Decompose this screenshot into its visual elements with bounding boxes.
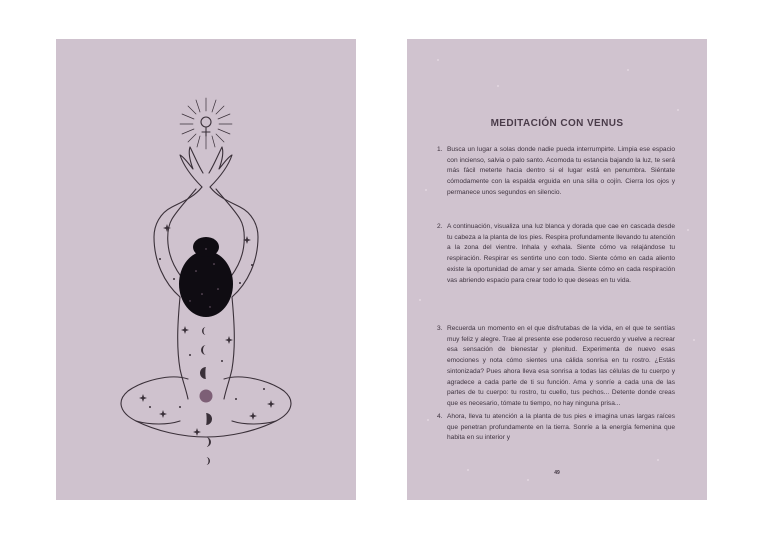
list-item bbox=[437, 222, 675, 286]
right-page bbox=[407, 39, 707, 500]
list-item-number: 4. bbox=[437, 413, 443, 420]
list-item bbox=[437, 145, 675, 199]
right-hand bbox=[209, 147, 232, 187]
torso-right bbox=[224, 297, 234, 399]
list-item-text: A continuación, visualiza una luz blanca y dorada que cae en cascada desde tu cabeza a la planta de los pies. Respira profundamente llevando tu atención a la zona del vientre. Inhala y exhala. Siente cómo va relajándose tu respiración. Respirar es sentirte uno con todo. Siente cómo en cada aliento existe la oportunidad de amar y ser amada. Siente cómo en cada respiración vas abriendo espacio para crear todo lo que deseas en tu vida. bbox=[447, 223, 675, 284]
list-item-text: Recuerda un momento en el que disfrutabas de la vida, en el que te sentías muy feliz y alegre. Trae al presente ese poderoso recuerdo y vuelve a recrear esa sensación de bienestar y plenitud. Experimenta de nuevo esas emociones y nota cómo sientes una cálida sonrisa en tu rostro. ¿Estás sintonizada? Pues ahora lleva esa sonrisa a todas las células de tu cuerpo y agradece a cada parte de ti su función. Ama y sonríe a cada una de las partes de tu cuerpo: tu rostro, tu cuello, tus pechos... Detente donde creas que es necesario, tómate tu tiempo, no hay ninguna prisa... bbox=[447, 325, 675, 407]
left-page bbox=[56, 39, 356, 500]
moon-phases bbox=[200, 327, 213, 465]
venus-meditation-illustration bbox=[56, 39, 356, 500]
list-item bbox=[437, 412, 675, 444]
list-item bbox=[437, 324, 675, 410]
venus-symbol-icon bbox=[201, 117, 211, 136]
sun-rays-icon bbox=[180, 98, 232, 149]
list-item-number: 1. bbox=[437, 146, 443, 153]
crossed-legs bbox=[121, 377, 291, 437]
list-item-number: 3. bbox=[437, 325, 443, 332]
list-item-text: Busca un lugar a solas donde nadie pueda interrumpirte. Limpia ese espacio con incienso, salvia o palo santo. Acomoda tu estancia bajando la luz, te será más fácil meterte hacia dentro si el lugar está en penumbra. Siéntate cómodamente con la espalda erguida en una silla o cojín. Cierra los ojos y permanece unos segundos en silencio. bbox=[447, 146, 675, 196]
page-title: MEDITACIÓN CON VENUS bbox=[490, 118, 624, 129]
list-item-text: Ahora, lleva tu atención a la planta de tus pies e imagina unas largas raíces que penetran profundamente en la tierra. Sonríe a la energía femenina que habita en su interior y bbox=[447, 413, 675, 442]
torso-left bbox=[178, 297, 188, 399]
left-hand bbox=[180, 147, 203, 187]
list-item-number: 2. bbox=[437, 223, 443, 230]
page-number: 49 bbox=[554, 470, 560, 476]
